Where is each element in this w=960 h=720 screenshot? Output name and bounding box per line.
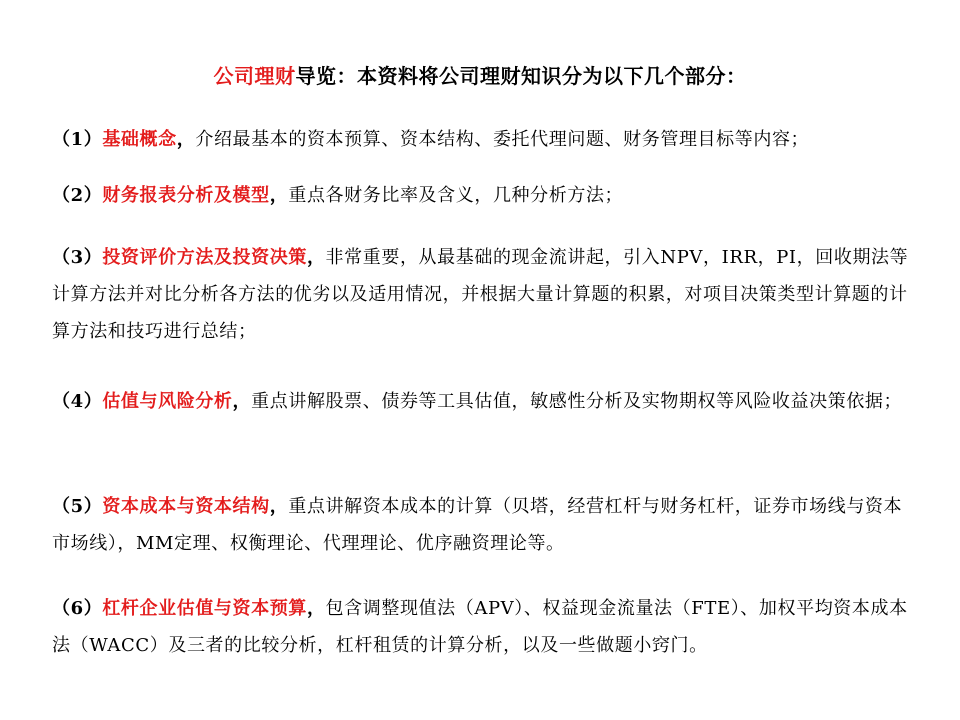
item-number: （1）: [52, 129, 103, 150]
item-number: （5）: [52, 496, 103, 517]
item-text: 重点讲解资本成本的计算（贝塔，经营杠杆与财务杠杆，证券市场线与资本市场线），MM定理、权衡理论、代理理论、优序融资理论等。: [52, 496, 903, 554]
page-title: [0, 60, 960, 92]
list-item-4: [52, 383, 918, 420]
item-punct: ，: [306, 598, 326, 619]
item-punct: ，: [269, 496, 289, 517]
item-punct: ，: [232, 391, 252, 412]
list-item-2: [52, 177, 918, 214]
item-keyword: 财务报表分析及模型: [102, 185, 270, 206]
list-item-5: [52, 488, 918, 562]
item-punct: ，: [306, 247, 326, 268]
item-keyword: 杠杆企业估值与资本预算: [102, 598, 307, 619]
item-text: 重点各财务比率及含义，几种分析方法；: [288, 185, 624, 206]
item-text: 包含调整现值法（APV）、权益现金流量法（FTE）、加权平均资本成本法（WACC）及三者的比较分析，杠杆租赁的计算分析，以及一些做题小窍门。: [52, 598, 908, 656]
item-number: （3）: [52, 247, 103, 268]
list-item-1: [52, 121, 918, 158]
item-punct: ，: [269, 185, 289, 206]
item-punct: ，: [176, 129, 196, 150]
item-text: 介绍最基本的资本预算、资本结构、委托代理问题、财务管理目标等内容；: [195, 129, 810, 150]
title-highlight: 公司理财: [213, 64, 296, 88]
item-number: （6）: [52, 598, 103, 619]
item-keyword: 估值与风险分析: [102, 391, 233, 412]
item-text: 非常重要，从最基础的现金流讲起，引入NPV，IRR，PI，回收期法等计算方法并对比分析各方法的优劣以及适用情况，并根据大量计算题的积累，对项目决策类型计算题的计算方法和技巧进行总结；: [52, 247, 909, 342]
item-text: 重点讲解股票、债券等工具估值，敏感性分析及实物期权等风险收益决策依据；: [251, 391, 903, 412]
list-item-6: [52, 590, 918, 664]
title-rest: 导览：本资料将公司理财知识分为以下几个部分：: [295, 64, 747, 88]
item-keyword: 资本成本与资本结构: [102, 496, 270, 517]
item-number: （2）: [52, 185, 103, 206]
item-number: （4）: [52, 391, 103, 412]
list-item-3: [52, 239, 918, 350]
item-keyword: 基础概念: [102, 129, 177, 150]
item-keyword: 投资评价方法及投资决策: [102, 247, 307, 268]
